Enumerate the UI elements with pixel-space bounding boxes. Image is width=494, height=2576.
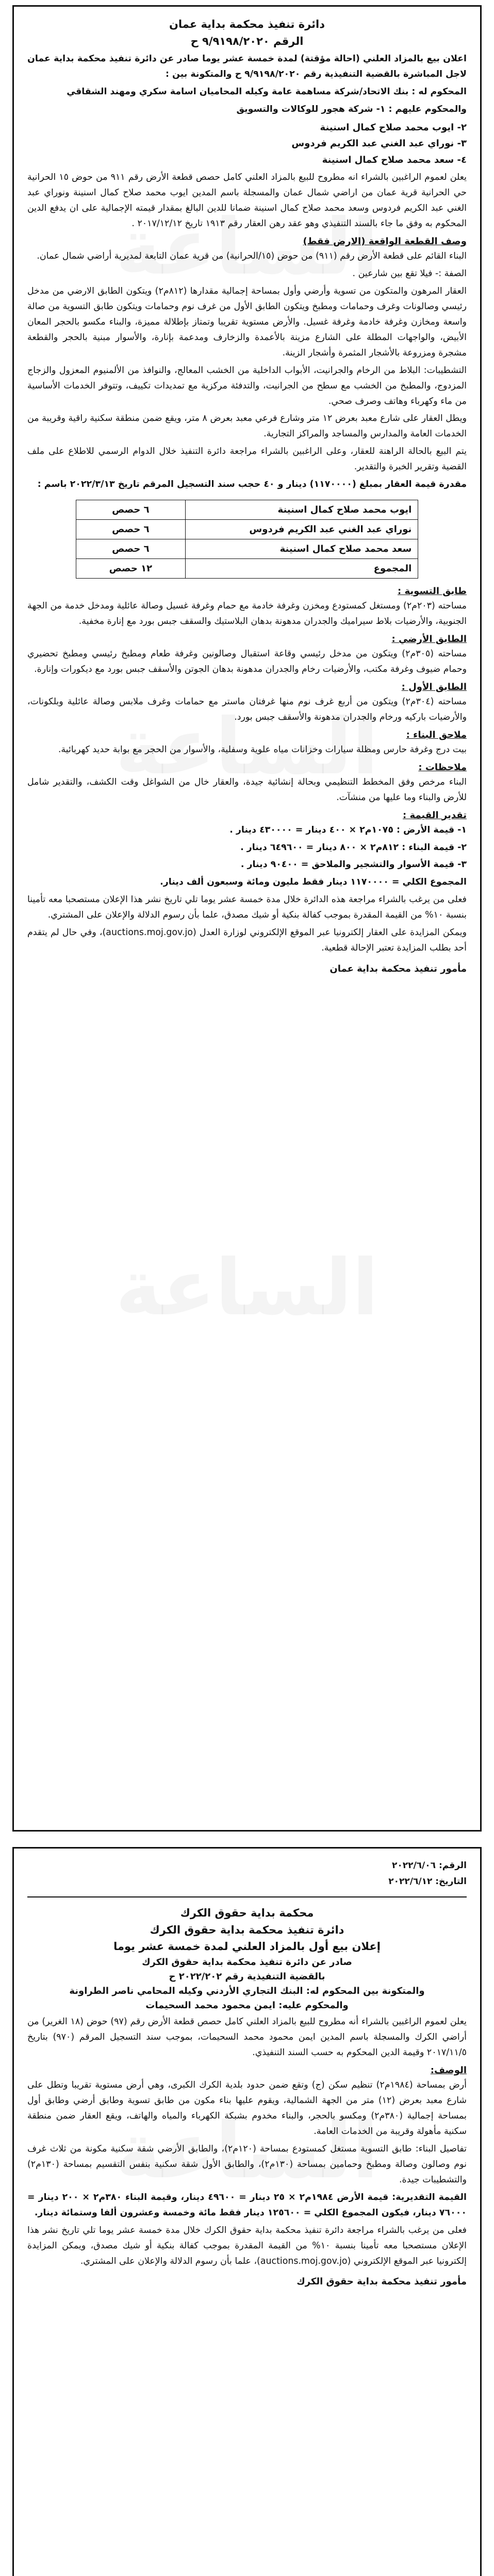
watermark: [14, 1243, 480, 1333]
total-label: المجموع: [186, 559, 418, 579]
body-paragraph: العقار المرهون والمتكون من تسوية وأرضي وأول بمساحة إجمالية مقدارها (٨١٢م٢) ويتكون الطابق الارضي من مدخل رئيسي وصالونات وغرف وحمامات ومطبخ ويتكون الطابق الأول من غرف نوم وحمامات ويتكون طابق التسوية من صالة واسعة ومخازن وغرفة خادمة وغرفة غسيل. والأرض مستوية تقريبا وتمتاز بإطلالة مميزة، والبناء مكسو بالحجر المعان الأبيض، والواجهات المطلة على الشارع مزينة بالأعمدة والزخارف ومدعمة بإنارة، والأسوار مبنية بالحجر والقطعة مشجرة ومزروعة بالأشجار المثمرة وأشجار الزينة.: [27, 285, 467, 358]
owner-share: ٦ حصص: [76, 520, 185, 539]
section-text: البناء مرخص وفق المخطط التنظيمي وبحالة إنشائية جيدة، والعقار خال من الشواغل وقت الكشف، والتقدير شامل للأرض والبناء وما عليها من منشآت.: [27, 776, 467, 803]
valuation-line: ٢- قيمة البناء : ٨١٢م٢ × ٨٠٠ دينار = ٦٤٩٦٠٠ دينار .: [240, 842, 467, 853]
signature-line: مأمور تنفيذ محكمة بداية عمان: [330, 963, 467, 975]
section-text: مساحته (٢٠٣م٢) ومستغل كمستودع ومخزن وغرفة خادمة مع حمام وغرفة غسيل وصالة عائلية ومدخل خدمة من الجهة الجنوبية، والأرضيات بلاط سيراميك والجدران مدهونة بدهان البلاستيك والسقف جبس بورد مع إنارة مخفية.: [27, 601, 467, 627]
body-paragraph: يتم البيع بالحالة الراهنة للعقار، وعلى الراغبين بالشراء مراجعة دائرة التنفيذ خلال الدوام الرسمي للاطلاع على ملف القضية وتقرير الخبرة والتقدير.: [27, 446, 467, 472]
section-label: وصف القطعة الواقعة (الارض فقط): [303, 236, 467, 247]
closing-paragraph: فعلى من يرغب بالشراء مراجعة هذه الدائرة خلال مدة خمسة عشر يوما تلي تاريخ نشر هذا الإعلان مستصحبا معه تأمينا بنسبة ١٠% من القيمة المقدرة بموجب كفالة بنكية أو شيك مصدق، علما بأن رسوم الدلالة والإعلان على المشتري.: [27, 894, 467, 921]
signature-line: مأمور تنفيذ محكمة بداية حقوق الكرك: [297, 2276, 467, 2287]
department-name: دائرة تنفيذ محكمة بداية حقوق الكرك: [150, 1923, 344, 1936]
section-label: الطابق الأول :: [401, 681, 467, 692]
table-row: [76, 500, 418, 520]
body-paragraph: ويطل العقار على شارع معبد بعرض ١٢ متر وشارع فرعي معبد بعرض ٨ متر، ويقع ضمن منطقة سكنية راقية وقريبة من الخدمات العامة والمدارس والمساجد والمراكز التجارية.: [27, 413, 467, 439]
section-label: طابق التسوية :: [398, 586, 467, 597]
section-label: ملاحظات :: [418, 761, 467, 773]
valuation-line: المجموع الكلي = ١١٧٠٠٠٠ دينار فقط مليون ومائة وسبعون ألف دينار.: [160, 877, 467, 888]
section-label: ملاحق البناء :: [406, 729, 467, 740]
court-name: دائرة تنفيذ محكمة بداية عمان: [169, 18, 325, 30]
notice-date: التاريخ: ٢٠٢٢/٦/١٢: [388, 1876, 467, 1887]
issuer: صادر عن دائرة تنفيذ محكمة بداية حقوق الكرك: [142, 1956, 352, 1968]
section-text: بيت درج وغرفة حارس ومظلة سيارات وخزانات مياه علوية وسفلية، والأسوار من الحجر مع بوابة حديد كهربائية.: [58, 744, 467, 755]
owner-name: سعد محمد صلاح كمال اسنينة: [186, 539, 418, 559]
body-paragraph: التشطيبات: البلاط من الرخام والجرانيت، الأبواب الداخلية من الخشب المعالج، والنوافذ من الألمنيوم المعزول والزجاج المزدوج، والمطبخ من الخشب مع سطح من الجرانيت، والتدفئة مركزية مع تمديدات تكييف، وتتوفر الخدمات الأساسية من ماء وكهرباء وهاتف وصرف صحي.: [27, 365, 467, 406]
case-number: الرقم ٩/٩١٩٨/٢٠٢٠ ح: [190, 35, 304, 47]
section-text: مساحته (٣٠٤م٢) ويتكون من أربع غرف نوم منها غرفتان ماستر مع حمامات وغرف ملابس وصالة عائلية وبلكونات، والأرضيات باركيه ورخام والجدران مدهونة والأسقف جبس بورد.: [27, 696, 467, 722]
party-line: والمتكونة بين المحكوم له: البنك التجاري الأردني وكيله المحامي ناصر الطراونة: [69, 1985, 425, 1996]
divider: [27, 1896, 467, 1897]
body-paragraph: الصفة :- فيلا تقع بين شارعين .: [352, 268, 467, 279]
karak-auction-notice: [12, 1847, 482, 2576]
body-paragraph: يعلن لعموم الراغبين بالشراء انه مطروح للبيع بالمزاد العلني كامل حصص قطعة الأرض رقم ٩١١ من حوض ١٥ الحرانية حي الحرانية قرية عمان من اراضي شمال عمان والمسجلة باسم المدين ايوب محمد صلاح كمال اسنينة ونوراي عبد الغني عبد الكريم فردوس وسعد محمد صلاح كمال اسنينة ضمانا للدين البالغ بمقدار قيمته الإجمالية على ان يدفع الدين المحكوم به وفق ما جاء بالسند التنفيذي وهو عقد رهن العقار رقم ١٩١٣ تاريخ ٢٠١٧/١٢/١٢ .: [27, 172, 467, 229]
debtor-list: [27, 120, 467, 168]
valuation-line: ١- قيمة الأرض : ١٠٧٥م٢ × ٤٠٠ دينار = ٤٣٠٠٠٠ دينار .: [229, 824, 467, 835]
debtors-intro: والمحكوم عليهم : ١- شركة هجور للوكالات والتسويق: [236, 104, 467, 114]
table-row: [76, 539, 418, 559]
amman-auction-notice: [12, 5, 482, 1832]
owner-name: نوراي عبد الغني عبد الكريم فردوس: [186, 520, 418, 539]
section-text: مساحته (٣٠٥م٢) ويتكون من مدخل رئيسي وقاعة استقبال وصالونين وغرفة طعام ومطبخ رئيسي ومطبخ تحضيري وحمام ضيوف وغرفة مكتب، والأرضيات رخام والجدران مدهونة بدهان الجوتن والأسقف جبس بورد مع ديكورات وإنارة.: [27, 649, 467, 674]
closing-paragraph: ويمكن المزايدة على العقار إلكترونيا عبر الموقع الإلكتروني لوزارة العدل (auctions.moj.gov.jo)، وفي حال لم يتقدم أحد بطلب المزايدة تعتبر الإحالة قطعية.: [27, 927, 467, 954]
total-share: ١٢ حصص: [76, 559, 185, 579]
shares-table: [76, 500, 419, 579]
debtor-item: ٤- سعد محمد صلاح كمال اسنينة: [322, 154, 467, 165]
debtor-item: ٣- نوراي عبد الغني عبد الكريم فردوس: [291, 138, 467, 149]
court-name: محكمة بداية حقوق الكرك: [180, 1907, 314, 1920]
creditor: المحكوم له : بنك الاتحاد/شركة مساهمة عامة وكيله المحاميان اسامة سكري ومهند الشقاقي: [67, 86, 467, 97]
price-line: مقدرة قيمة العقار بمبلغ (١١٧٠٠٠٠) دينار و ٤٠ حجب سند التسجيل المرقم تاريخ ٢٠٢٢/٣/١٣ باسم :: [37, 479, 467, 490]
section-label: الطابق الأرضي :: [391, 634, 467, 645]
case-number: بالقضية التنفيذية رقم ٢٠٢٢/٢٠٢ ح: [169, 1971, 325, 1982]
body-paragraph: أرض بمساحة (١٩٨٤م٢) تنظيم سكن (ج) وتقع ضمن حدود بلدية الكرك الكبرى، وهي أرض مستوية تقريبا وتطل على شارع معبد بعرض (١٢) متر من الجهة الشمالية، ويقوم عليها بناء مكون من طابق تسوية وطابق أرضي وطابق أول بمساحة إجمالية (٣٨٠م٢) ومكسو بالحجر، والبناء مخدوم بشبكة الكهرباء والمياه والهاتف، ويقع العقار ضمن منطقة سكنية مأهولة وقريبة من الخدمات العامة.: [27, 2080, 467, 2137]
body-paragraph: يعلن لعموم الراغبين بالشراء أنه مطروح للبيع بالمزاد العلني كامل حصص قطعة الأرض رقم (٩٧) حوض (١٨ الغرير) من أراضي الكرك والمسجلة باسم المدين ايمن محمود محمد السحيمات، بموجب سند التسجيل المرقم (٩٧٠) بتاريخ ٢٠١٧/١١/٥ وقيمة الدين المحكوم به حسب السند التنفيذي.: [27, 2016, 467, 2058]
notice-title: اعلان بيع بالمزاد العلني (احالة مؤقتة) لمدة خمسة عشر يوما صادر عن دائرة تنفيذ محكمة بداية عمان لاجل المباشرة بالقضية التنفيذية رقم ٩/٩١٩٨/٢٠٢٠ ح والمتكونة بين :: [27, 54, 467, 80]
party-line: والمحكوم عليه: ايمن محمود محمد السحيمات: [145, 1999, 349, 2011]
owner-share: ٦ حصص: [76, 500, 185, 520]
owner-share: ٦ حصص: [76, 539, 185, 559]
closing-paragraph: فعلى من يرغب بالشراء مراجعة دائرة تنفيذ محكمة بداية حقوق الكرك خلال مدة خمسة عشر يوما تلي تاريخ نشر هذا الإعلان مستصحبا معه تأمينا بنسبة ١٠% من القيمة المقدرة بموجب كفالة بنكية أو شيك مصدق، ويمكن المزايدة إلكترونيا عبر الموقع الإلكتروني (auctions.moj.gov.jo)، علما بأن رسوم الدلالة والإعلان على المشتري.: [27, 2225, 467, 2266]
notice-title: إعلان بيع أول بالمزاد العلني لمدة خمسة عشر يوما: [113, 1940, 381, 1953]
table-row: [76, 520, 418, 539]
body-paragraph: تفاصيل البناء: طابق التسوية مستغل كمستودع بمساحة (١٢٠م٢)، والطابق الأرضي شقة سكنية مكونة من ثلاث غرف نوم وصالون وصالة ومطبخ وحمامين بمساحة (١٣٠م٢)، والطابق الأول شقة سكنية بنفس التقسيم بمساحة (١٣٠م٢) والتشطيبات جيدة.: [27, 2143, 467, 2185]
owner-name: ايوب محمد صلاح كمال اسنينة: [186, 500, 418, 520]
valuation-line: ٣- قيمة الأسوار والتشجير والملاحق = ٩٠٤٠٠ دينار .: [240, 859, 467, 870]
reference-number: الرقم: ٢٠٢٢/٦/٠٦: [391, 1860, 467, 1871]
body-paragraph: البناء القائم على قطعة الأرض رقم (٩١١) من حوض (١٥/الحرانية) من قرية عمان التابعة لمديرية أراضي شمال عمان.: [37, 251, 467, 262]
section-label: الوصف:: [430, 2065, 467, 2076]
valuation-paragraph: القيمة التقديرية: قيمة الأرض ١٩٨٤م٢ × ٢٥ دينار = ٤٩٦٠٠ دينار، وقيمة البناء ٣٨٠م٢ × ٢٠٠ دينار = ٧٦٠٠٠ دينار، فيكون المجموع الكلي = ١٢٥٦٠٠ دينار فقط مائة وخمسة وعشرون ألفا وستمائة دينار.: [27, 2192, 467, 2218]
valuation-title: تقدير القيمة :: [402, 809, 467, 821]
table-row: [76, 559, 418, 579]
debtor-item: ٢- ايوب محمد صلاح كمال اسنينة: [320, 122, 467, 133]
